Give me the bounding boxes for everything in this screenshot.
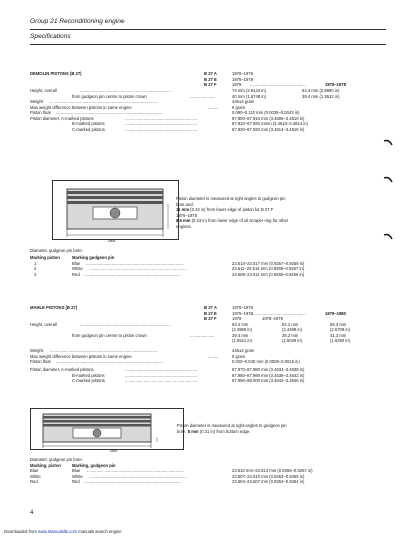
demolin-maxweight-v1: 6 gram: [232, 104, 246, 110]
demolin-note-line2: bore and:: [176, 201, 194, 207]
demolin-note-line1: Piston diameter is measured at right angles to gudgeon pin: [176, 196, 286, 201]
mahle-float-label: Piston float: [30, 359, 51, 364]
mahle-diagram-label: 18902: [110, 450, 118, 453]
demolin-year-f: 1979: [232, 82, 242, 87]
demolin-model-a: B 27 A: [204, 71, 217, 76]
demolin-maxweight-label: Max weight difference between pistons in same engine: [30, 104, 132, 110]
header-subtitle: Specifications: [30, 33, 71, 40]
demolin-gp-v1: 40 mm (1.5748 in): [232, 93, 266, 99]
demolin-year-a: 1976–1979: [232, 71, 253, 76]
piston-cross-section-icon: [53, 181, 178, 239]
demolin-gp-mark-2: 2: [34, 266, 37, 271]
demolin-note-line5: 8.5 mm (0.33 in) from lower edge of oil scraper ring for other: [176, 218, 289, 223]
demolin-weight-label: Weight: [30, 99, 43, 104]
demolin-gp-color-3: Red: [72, 271, 80, 277]
mahle-diam-b-v1: 87.980–87.990 mm (3.4638–3.4642 in): [232, 372, 305, 378]
mahle-col-marking-piston: Marking, piston: [30, 462, 61, 468]
mahle-maxweight-v1: 6 gram: [232, 353, 246, 359]
header-title: Group 21 Reconditioning engine: [30, 18, 125, 25]
demolin-float-label: Piston float: [30, 110, 51, 115]
mahle-gp-value-2: 23.507–23.510 mm (0.9254–0.9255 in): [232, 473, 305, 479]
demolin-diam-b-label: B-marked pistons: [72, 121, 105, 126]
mahle-height-in3: (2.5709 in): [330, 327, 351, 332]
demolin-note-line4: 1976–1978: [176, 212, 197, 218]
demolin-col-marking-gp: Marking gudgeon pin: [72, 255, 115, 260]
mahle-gp-color-1: Blue: [72, 468, 81, 473]
binder-mark-icon: [383, 139, 393, 147]
demolin-year-right: 1976–1978: [325, 82, 346, 87]
mahle-diam-a-label: Piston diameter, A-marked pistons: [30, 367, 94, 372]
mahle-gp-in3: (1.6260 in): [330, 338, 351, 343]
mahle-year-right: 1979–1980: [325, 310, 346, 316]
mahle-float-v1: 0.020–0.040 mm (0.0008–0.0016 in): [232, 359, 300, 364]
demolin-gp-value-2: 23.511–23.514 mm (0.9256–0.9257 in): [232, 266, 305, 271]
demolin-year-e: 1975–1978: [232, 76, 253, 82]
demolin-gp-value-3: 23.508–23.511 mm (0.9255–0.9256 in): [232, 271, 305, 277]
mahle-maxweight-label: Max weight difference between pistons in same engine: [30, 353, 132, 359]
demolin-diam-b-v1: 87.910–87.920 mmm (3.4610–3.4614 in): [232, 121, 308, 126]
demolin-gp-color-1: Blue: [72, 260, 81, 266]
mahle-height-v1: 63.4 mm: [232, 321, 249, 327]
demolin-gp-v2: 39.4 mm (1.5512 in): [302, 93, 340, 99]
mahle-gp-color-2: White: [72, 473, 83, 479]
demolin-gp-value-1: 23.514–23.517 mm (0.9257–0.9259 in): [232, 260, 305, 266]
demolin-note-line3: 11 mm (0.43 in) from lower edge of piston for B 27 F: [176, 207, 274, 212]
demolin-height-v1: 74 mm (2.9134 in): [232, 88, 266, 93]
mahle-gp-in1: (1.5521 in): [232, 338, 253, 343]
demolin-gudgeon-heading: Diameter, gudgeon pin bore:: [30, 248, 83, 253]
mahle-gp-value-1: 23.510 mm–23.513 mm (0.9255–0.9257 in): [232, 468, 313, 473]
demolin-heading: DEMOLIN PISTONS (B 27): [30, 71, 82, 76]
mahle-gp-v3: 41.3 mm: [330, 332, 347, 338]
mahle-height-v2: 62.2 mm: [282, 321, 299, 327]
demolin-height-v2: 63.4 mm (2.8960 in): [302, 88, 340, 93]
mahle-height-in1: (2.4960 in): [232, 327, 253, 332]
mahle-gp-mark-1: Blue: [30, 468, 39, 473]
mahle-diam-c-label: C-marked pistons: [72, 378, 105, 383]
mahle-model-f: B 27 F: [204, 316, 217, 321]
demolin-piston-diagram: [52, 180, 179, 240]
mahle-heading: MAHLE PISTONS (B 27): [30, 305, 78, 310]
mahle-height-label: Height, overall: [30, 321, 57, 327]
demolin-model-f: B 27 F: [204, 82, 217, 87]
demolin-diam-a-label: Piston diameter, A-marked pistons: [30, 115, 94, 121]
page-number: 4: [30, 510, 34, 516]
header-rule: [30, 29, 386, 30]
mahle-gudgeon-heading: Diameter, gudgeon pin bore:: [30, 457, 83, 462]
mahle-gp-color-3: Red: [72, 479, 80, 484]
mahle-year-mid: 1976–1978: [262, 316, 283, 321]
mahle-gp-mark-2: White: [30, 473, 41, 479]
subtitle-rule: [30, 44, 386, 45]
demolin-gp-color-2: White: [72, 266, 83, 271]
piston-cross-section-icon: [31, 409, 183, 449]
mahle-height-v3: 65.3 mm: [330, 321, 347, 327]
demolin-diam-a-v1: 87.900–87.910 mm (3.4605–3.4610 in): [232, 115, 305, 121]
mahle-note-line2: bore, 8 mm (0.31 in) from bottom edge.: [177, 428, 251, 434]
demolin-gp-mark-3: 3: [34, 271, 37, 277]
mahle-year-a: 1976–1979: [232, 305, 253, 310]
demolin-height-label: Height, overall: [30, 88, 57, 93]
mahle-diam-c-v1: 87.990–88.000 mm (3.4642–3.4646 in): [232, 378, 305, 383]
mahle-gp-in2: (1.5039 in): [282, 338, 303, 343]
mahle-note-line1: Piston diameter is measured at right-angles to gudgeon pin: [177, 423, 287, 428]
mahle-height-in2: (2.4488 in): [282, 327, 303, 332]
mahle-weight-label: Weight: [30, 348, 43, 353]
demolin-diam-c-v1: 87.920–87.930 mm (3.4614–3.4618 in): [232, 126, 305, 132]
demolin-gp-label: from gudgeon pin centre to piston crown: [72, 93, 147, 99]
mahle-model-e: B 27 E: [204, 310, 217, 316]
footer: Downloaded from www.Manualslib.com manuals search engine: [4, 529, 122, 534]
demolin-col-marking-piston: Marking piston: [30, 255, 60, 260]
mahle-piston-diagram: [30, 408, 184, 450]
mahle-gp-label: from gudgeon pin centre to piston crown: [72, 332, 147, 338]
mahle-diam-b-label: B-marked pistons: [72, 372, 105, 378]
mahle-weight-v1: 445±3 gram: [232, 348, 255, 353]
demolin-note-line6: engines.: [176, 223, 192, 229]
mahle-diam-a-v1: 87.970–87.990 mm (3.4634–3.4638 in): [232, 367, 305, 372]
binder-mark-icon: [383, 233, 393, 241]
mahle-gp-v1: 39.4 mm: [232, 332, 249, 338]
footer-link[interactable]: www.Manualslib.com: [37, 529, 78, 534]
mahle-gp-mark-3: Red: [30, 479, 38, 484]
mahle-col-marking-gp: Marking, gudgeon pin: [72, 462, 116, 468]
mahle-year-f: 1979: [232, 316, 242, 321]
mahle-year-e: 1975–1978: [232, 310, 253, 316]
mahle-model-a: B 27 A: [204, 305, 217, 310]
demolin-model-e: B 27 E: [204, 76, 217, 82]
demolin-diam-c-label: C-marked pistons: [72, 126, 105, 132]
demolin-gp-mark-1: 1: [34, 260, 37, 266]
binder-mark-icon: [383, 176, 393, 184]
demolin-diagram-label: 18899: [108, 240, 116, 243]
demolin-weight-v1: 445±3 gram: [232, 99, 255, 104]
demolin-float-v1: 0.090–0.110 mm (0.0035–0.0043 in): [232, 110, 300, 115]
mahle-gp-value-3: 23.504–23.507 mm (0.9253–0.9254 in): [232, 479, 305, 484]
mahle-gp-v2: 38.2 mm: [282, 332, 299, 338]
